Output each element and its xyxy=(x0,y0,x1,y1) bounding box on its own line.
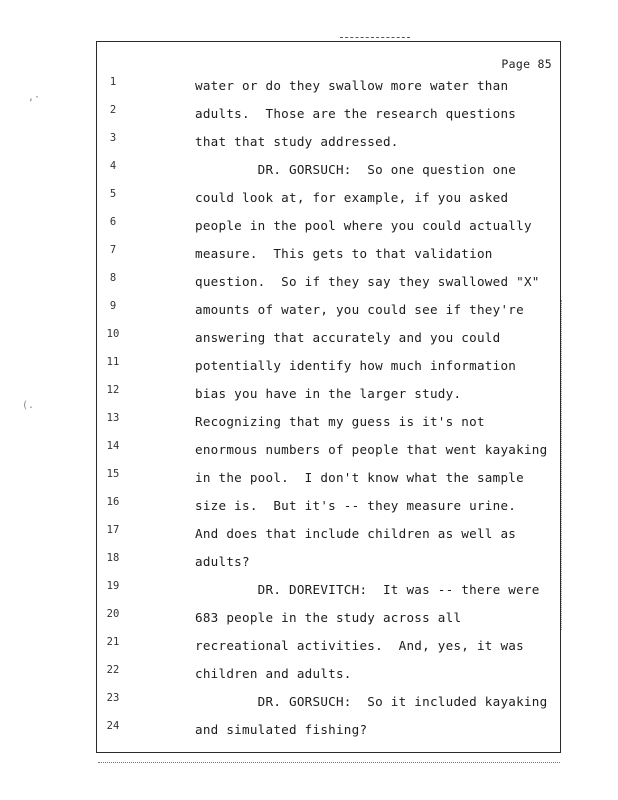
line-number: 16 xyxy=(106,496,120,508)
line-number: 17 xyxy=(106,524,120,536)
transcript-line xyxy=(0,550,618,578)
line-number: 22 xyxy=(106,664,120,676)
line-number: 10 xyxy=(106,328,120,340)
transcript-line xyxy=(0,130,618,158)
page-number: Page 85 xyxy=(501,57,552,71)
line-text: measure. This gets to that validation xyxy=(195,246,493,261)
transcript-line xyxy=(0,690,618,718)
line-number: 20 xyxy=(106,608,120,620)
transcript-line xyxy=(0,158,618,186)
transcript-line xyxy=(0,242,618,270)
line-text: enormous numbers of people that went kayaking xyxy=(195,442,548,457)
line-text: amounts of water, you could see if they're xyxy=(195,302,524,317)
line-number: 5 xyxy=(109,188,117,200)
line-number: 13 xyxy=(106,412,120,424)
line-text: and simulated fishing? xyxy=(195,722,368,737)
transcript-line xyxy=(0,578,618,606)
line-number: 1 xyxy=(109,76,117,88)
transcript-line xyxy=(0,662,618,690)
line-number: 7 xyxy=(109,244,117,256)
line-text: And does that include children as well as xyxy=(195,526,517,541)
transcript-line xyxy=(0,410,618,438)
line-number: 18 xyxy=(106,552,120,564)
transcript-line xyxy=(0,186,618,214)
line-number: 21 xyxy=(106,636,120,648)
line-text: water or do they swallow more water than xyxy=(195,78,509,93)
transcript-line xyxy=(0,438,618,466)
line-text: adults. Those are the research questions xyxy=(195,106,517,121)
line-number: 6 xyxy=(109,216,117,228)
transcript-line xyxy=(0,270,618,298)
line-number: 2 xyxy=(109,104,117,116)
line-text: size is. But it's -- they measure urine. xyxy=(195,498,517,513)
line-text: DR. DOREVITCH: It was -- there were xyxy=(195,582,540,597)
line-number: 12 xyxy=(106,384,120,396)
transcript-line xyxy=(0,326,618,354)
transcript-line xyxy=(0,74,618,102)
line-text: potentially identify how much information xyxy=(195,358,517,373)
line-number: 23 xyxy=(106,692,120,704)
line-text: answering that accurately and you could xyxy=(195,330,501,345)
line-text: that that study addressed. xyxy=(195,134,399,149)
transcript-line xyxy=(0,354,618,382)
transcript-line xyxy=(0,718,618,746)
transcript-line xyxy=(0,494,618,522)
line-text: DR. GORSUCH: So one question one xyxy=(195,162,517,177)
line-number: 8 xyxy=(109,272,117,284)
line-text: bias you have in the larger study. xyxy=(195,386,462,401)
line-text: question. So if they say they swallowed "X" xyxy=(195,274,540,289)
transcript-line xyxy=(0,466,618,494)
transcript-line xyxy=(0,298,618,326)
line-text: adults? xyxy=(195,554,250,569)
line-text: children and adults. xyxy=(195,666,352,681)
line-number: 9 xyxy=(109,300,117,312)
transcript-line xyxy=(0,522,618,550)
transcript-line xyxy=(0,634,618,662)
transcript-line xyxy=(0,606,618,634)
line-text: people in the pool where you could actually xyxy=(195,218,532,233)
line-number: 14 xyxy=(106,440,120,452)
line-number: 3 xyxy=(109,132,117,144)
line-text: recreational activities. And, yes, it was xyxy=(195,638,524,653)
line-number: 24 xyxy=(106,720,120,732)
transcript-line xyxy=(0,102,618,130)
line-text: could look at, for example, if you asked xyxy=(195,190,509,205)
scan-margin-mark: (. xyxy=(22,400,35,411)
line-number: 4 xyxy=(109,160,117,172)
line-number: 19 xyxy=(106,580,120,592)
line-number: 11 xyxy=(106,356,120,368)
line-number: 15 xyxy=(106,468,120,480)
line-text: 683 people in the study across all xyxy=(195,610,462,625)
page-footer-rule xyxy=(98,762,560,763)
line-text: in the pool. I don't know what the sample xyxy=(195,470,524,485)
line-text: DR. GORSUCH: So it included kayaking xyxy=(195,694,548,709)
scan-margin-mark: ,· xyxy=(28,92,41,103)
transcript-line xyxy=(0,382,618,410)
transcript-line xyxy=(0,214,618,242)
line-text: Recognizing that my guess is it's not xyxy=(195,414,485,429)
